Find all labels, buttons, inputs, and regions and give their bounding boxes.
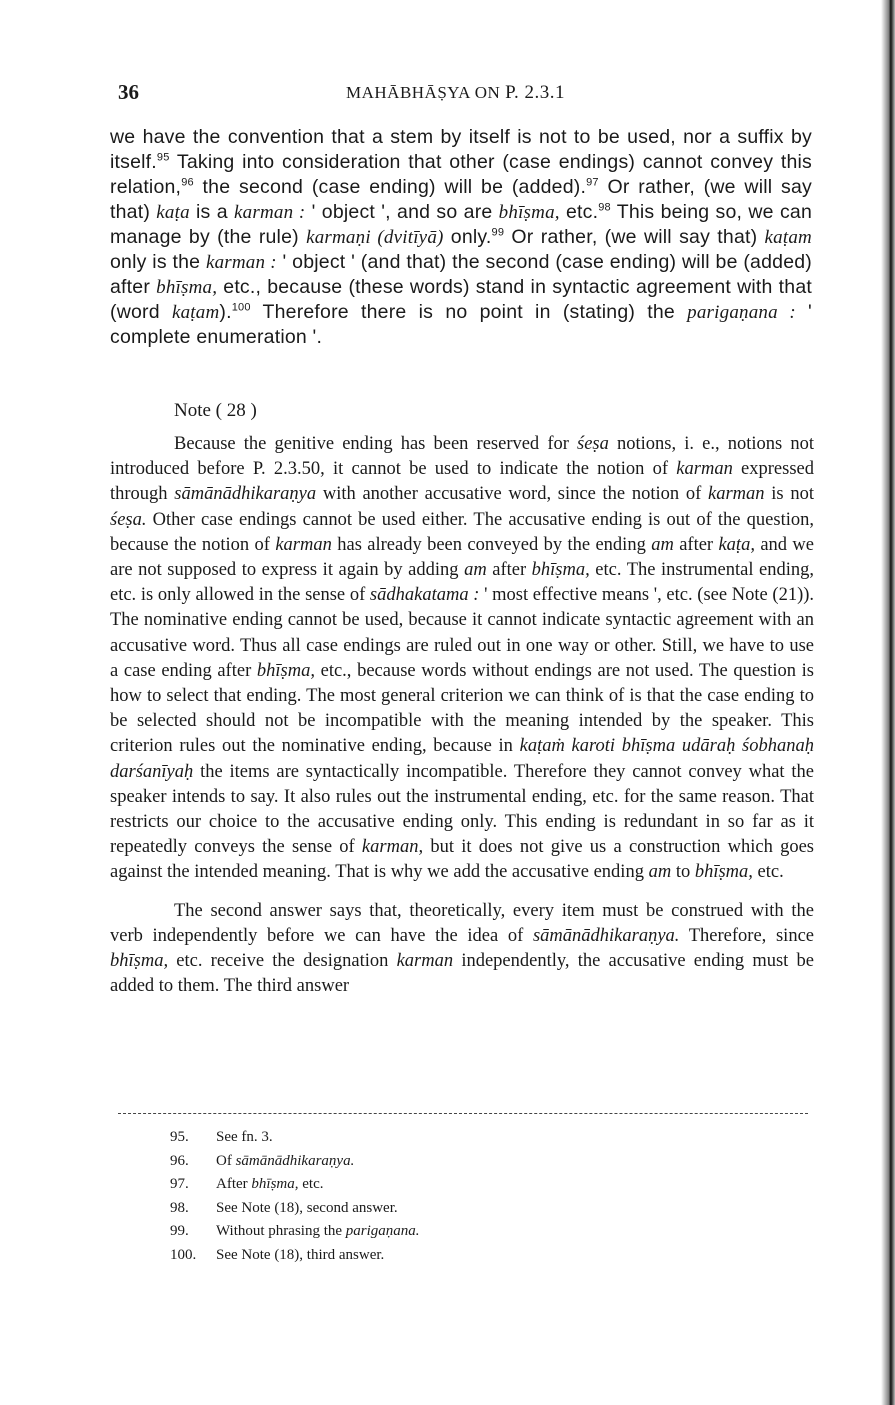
text-run: to — [671, 862, 695, 883]
scan-edge — [881, 0, 895, 1405]
sanskrit-term: am — [651, 534, 674, 555]
footnotes — [170, 1126, 730, 1267]
sanskrit-term: bhīṣma, — [694, 862, 753, 883]
text-run: See fn. 3. — [216, 1129, 273, 1145]
sanskrit-term: bhīṣma, — [256, 660, 315, 681]
sanskrit-term: kaṭam — [171, 302, 220, 323]
note-paragraph-1 — [110, 432, 814, 886]
text-run: etc., because (these words) stand in syntactic agreement with that (word — [110, 276, 812, 323]
sanskrit-term: am — [464, 560, 487, 581]
footnote-ref: 95 — [156, 151, 170, 164]
text-run: after — [673, 534, 719, 555]
sanskrit-term: karman — [275, 534, 332, 555]
footnote-text — [216, 1220, 420, 1244]
text-run: See Note (18), third answer. — [216, 1246, 385, 1263]
sanskrit-term: karman : — [234, 202, 306, 223]
note-body — [110, 432, 814, 999]
footnote-number: 100. — [170, 1246, 197, 1263]
sanskrit-term: bhīṣma, — [498, 202, 560, 223]
sanskrit-term: karman — [708, 484, 765, 505]
text-run: Without phrasing the — [216, 1223, 346, 1239]
text-run: the items are syntactically incompatible. Therefore they cannot convey what the speaker intends to say. It also rules out the instrumental ending, etc. for the same reason. That restricts our choice to the accusative ending only. This ending is redundant in so far as it repeatedly conveys the sense of — [110, 761, 814, 858]
running-title — [346, 82, 565, 104]
note-paragraph-2 — [110, 899, 814, 1000]
sanskrit-term: kaṭam — [764, 227, 812, 248]
running-title-ref: P. 2.3.1 — [505, 82, 566, 103]
text-run: After — [216, 1176, 252, 1192]
text-run: Because the genitive ending has been reserved for — [174, 434, 578, 454]
footnote-ref: 98 — [598, 201, 611, 214]
text-run: Or rather, (we will say that) — [110, 176, 812, 223]
sanskrit-term: sāmānādhikaraṇya. — [532, 925, 680, 946]
text-run: the second (case ending) will be (added). — [193, 176, 587, 198]
sanskrit-term: am — [648, 862, 672, 883]
footnote — [170, 1173, 730, 1197]
footnote — [170, 1150, 730, 1174]
footnote-number: 95. — [170, 1129, 189, 1145]
sanskrit-term: kaṭa, — [718, 534, 755, 555]
text-run: Therefore, since — [679, 925, 814, 946]
text-run: Or rather, (we will say that) — [504, 226, 765, 248]
text-run: etc. receive the designation — [168, 951, 397, 972]
sanskrit-term: bhīṣma, — [156, 277, 218, 298]
text-run: etc. — [752, 862, 784, 883]
text-run: ' object ', and so are — [305, 201, 499, 223]
text-run: ' most effective means ', etc. (see Note (21)). The nominative ending cannot be used, because it cannot indicate syntactic agreement with an accusative word. Thus all case endings are ruled out in one way or other. Still, we have to use a case ending after — [110, 585, 815, 681]
text-run: etc. — [559, 201, 599, 223]
footnote — [170, 1126, 730, 1150]
sanskrit-term: parigaṇana. — [345, 1223, 420, 1239]
sanskrit-term: karman : — [205, 252, 277, 273]
text-run: Other case endings cannot be used either. The accusative ending is out of the question, because the notion of — [110, 509, 814, 555]
footnote-ref: 99 — [491, 226, 505, 239]
text-run: but it does not give us a construction which goes against the intended meaning. That is why we add the accusative ending — [110, 837, 814, 883]
footnote — [170, 1220, 730, 1244]
text-run: ). — [219, 301, 232, 323]
text-run: and we are not supposed to express it again by adding — [110, 534, 814, 581]
sanskrit-term: bhīṣma, — [531, 560, 590, 581]
text-run: See Note (18), second answer. — [216, 1199, 398, 1216]
text-run: Therefore there is no point in (stating) the — [250, 301, 688, 323]
footnote-ref: 100 — [231, 301, 251, 314]
text-run: independently, the accusative ending must be added to them. The third answer — [110, 951, 814, 997]
text-run: Of — [216, 1152, 236, 1169]
sanskrit-term: bhīṣma, — [251, 1176, 299, 1192]
translation-paragraph — [110, 125, 812, 350]
text-run: etc. The instrumental ending, etc. is only allowed in the sense of — [110, 560, 815, 606]
text-run: This being so, we can manage by (the rule) — [110, 201, 812, 248]
sanskrit-term: karman, — [361, 837, 424, 858]
page-header — [118, 80, 818, 110]
text-run: we have the convention that a stem by itself is not to be used, nor a suffix by itself. — [110, 126, 812, 173]
sanskrit-term: karmaṇi (dvitīyā) — [306, 227, 444, 248]
footnote-number: 97. — [170, 1176, 189, 1192]
sanskrit-term: śeṣa. — [110, 509, 147, 530]
sanskrit-term: sāmānādhikaraṇya — [174, 484, 317, 505]
text-run: ' complete enumeration '. — [110, 301, 812, 348]
text-run: etc. — [298, 1176, 324, 1192]
footnote-text — [216, 1150, 354, 1174]
text-run: is a — [189, 201, 235, 223]
text-run: with another accusative word, since the notion of — [316, 484, 709, 505]
footnote-text — [216, 1197, 398, 1221]
footnote-text — [216, 1173, 323, 1197]
text-run: ' object ' (and that) the second (case ending) will be (added) after — [110, 251, 812, 298]
text-run: Taking into consideration that other (case endings) cannot convey this relation, — [110, 151, 812, 198]
footnote — [170, 1197, 730, 1221]
footnote-ref: 96 — [181, 176, 194, 189]
text-run: is not — [764, 484, 814, 505]
text-run: The second answer says that, theoretically, every item must be construed with the verb independently before we can have the idea of — [110, 900, 814, 946]
text-run: only is the — [110, 251, 206, 273]
footnote-number: 99. — [170, 1223, 189, 1239]
sanskrit-term: parigaṇana : — [687, 302, 796, 323]
sanskrit-term: karman — [676, 459, 733, 480]
running-title-text: MAHĀBHĀṢYA ON — [346, 83, 506, 102]
text-run: etc., because words without endings are not used. The question is how to select that ending. The most general criterion we can think of is that the case ending to be selected should not be incompatible with the meaning intended by the speaker. This criterion rules out the nominative ending, because in — [110, 660, 815, 757]
sanskrit-term: bhīṣma, — [110, 951, 169, 972]
text-run: after — [486, 560, 532, 581]
footnote-divider — [118, 1113, 808, 1114]
sanskrit-term: kaṭa — [156, 202, 190, 223]
sanskrit-term: sādhakatama : — [369, 585, 480, 606]
text-run: only. — [443, 226, 492, 248]
footnote — [170, 1244, 730, 1268]
sanskrit-term: śeṣa — [577, 434, 609, 454]
footnote-text — [216, 1126, 273, 1150]
text-run: expressed through — [110, 459, 815, 505]
footnote-number: 96. — [170, 1152, 189, 1169]
text-run: notions, i. e., notions not introduced before P. 2.3.50, it cannot be used to indicate the notion of — [110, 434, 814, 480]
text-run: has already been conveyed by the ending — [331, 534, 652, 555]
page-number: 36 — [118, 80, 139, 104]
sanskrit-term: karman — [396, 951, 454, 972]
note-heading: Note ( 28 ) — [174, 400, 257, 421]
footnote-text — [216, 1244, 384, 1268]
sanskrit-term: sāmānādhikaraṇya. — [235, 1152, 355, 1169]
sanskrit-term: kaṭaṁ karoti bhīṣma udāraḥ śobhanaḥ darśanīyaḥ — [110, 736, 814, 782]
footnote-number: 98. — [170, 1199, 189, 1216]
footnote-ref: 97 — [586, 176, 599, 189]
